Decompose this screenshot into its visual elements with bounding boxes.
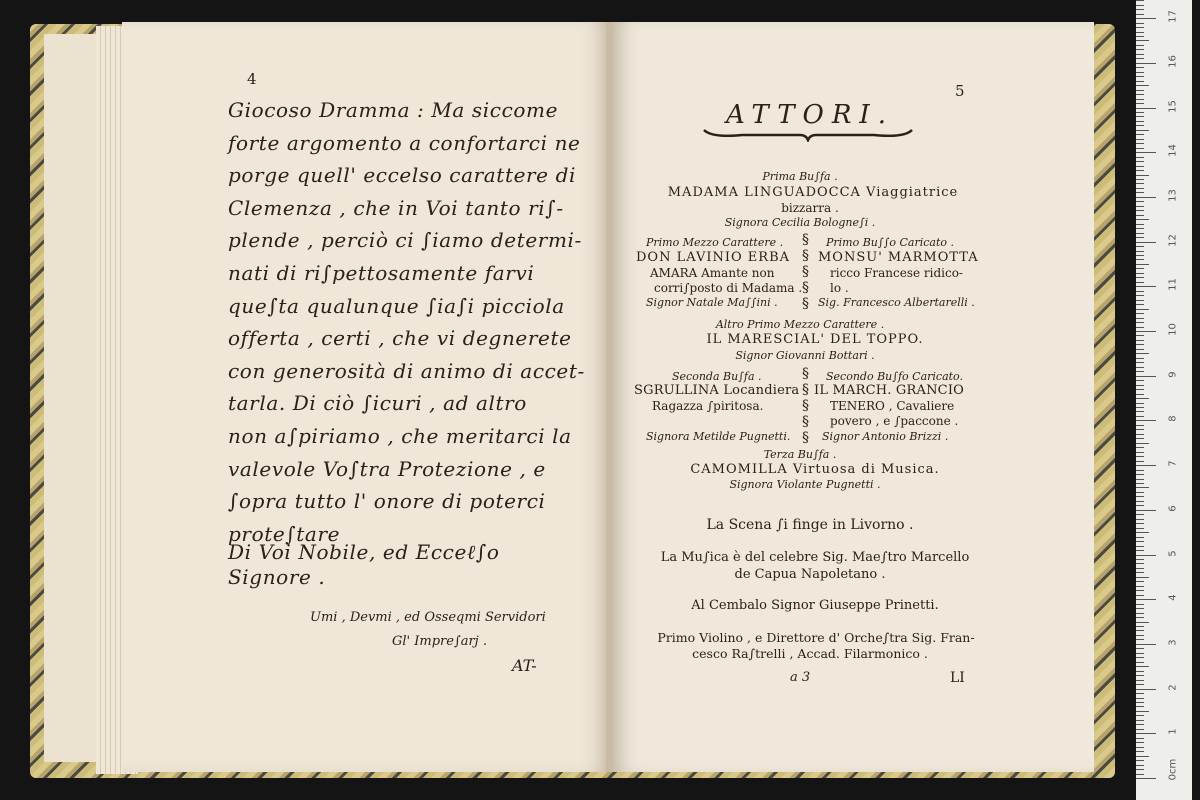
ruler-tick [1136, 483, 1144, 484]
role-primo-mezzo: Primo Mezzo Carattere . [646, 236, 784, 249]
ruler-tick [1136, 599, 1156, 600]
ruler-tick [1136, 595, 1144, 596]
actor-metilde: Signora Metilde Pugnetti. [646, 430, 791, 443]
ruler-tick [1136, 613, 1144, 614]
ruler-tick [1136, 653, 1144, 654]
ruler-tick [1136, 608, 1144, 609]
ruler-tick [1136, 774, 1144, 775]
ruler-tick [1136, 434, 1144, 435]
ruler-tick [1136, 103, 1144, 104]
ruler-tick [1136, 9, 1144, 10]
ruler-tick [1136, 389, 1144, 390]
ruler-tick [1136, 438, 1144, 439]
ruler-label: 6 [1167, 505, 1179, 512]
ruler-tick [1136, 157, 1144, 158]
actor-bottari: Signor Giovanni Bottari . [735, 349, 875, 362]
character-don-lavinio-desc-1: AMARA Amante non [650, 266, 775, 280]
ruler-tick [1136, 465, 1156, 466]
ruler-tick [1136, 505, 1144, 506]
ruler-tick [1136, 282, 1144, 283]
ruler-tick [1136, 291, 1144, 292]
ruler-tick [1136, 268, 1144, 269]
ruler-tick [1136, 353, 1149, 354]
character-don-lavinio: DON LAVINIO ERBA [636, 250, 791, 265]
section-mark: § [802, 398, 809, 414]
ruler-tick [1136, 295, 1144, 296]
ruler-tick [1136, 228, 1144, 229]
ruler-tick [1136, 563, 1144, 564]
ruler-tick [1136, 644, 1156, 645]
ruler-tick [1136, 72, 1144, 73]
ruler-tick [1136, 309, 1149, 310]
ruler-tick [1136, 358, 1144, 359]
ruler-tick [1136, 36, 1144, 37]
ruler-tick [1136, 751, 1144, 752]
role-secondo-buffo: Secondo Bu∫fo Caricato. [826, 370, 963, 383]
dedication-line: plende , perciò ci ∫iamo determi- [228, 228, 582, 253]
ruler-tick [1136, 675, 1144, 676]
section-mark: § [802, 296, 809, 312]
ruler-tick [1136, 134, 1144, 135]
character-monsu-desc-2: lo . [830, 281, 849, 295]
ruler-tick [1136, 630, 1144, 631]
ruler-label: 12 [1167, 233, 1179, 247]
ruler-tick [1136, 197, 1156, 198]
ruler-tick [1136, 765, 1144, 766]
ruler-tick [1136, 192, 1144, 193]
dedication-line: prote∫tare [228, 521, 341, 546]
ruler-tick [1136, 188, 1144, 189]
ruler-tick [1136, 54, 1144, 55]
ruler-tick [1136, 179, 1144, 180]
ruler-tick [1136, 671, 1144, 672]
ruler-tick [1136, 90, 1144, 91]
ruler-label: 5 [1167, 549, 1179, 557]
ruler-tick [1136, 541, 1144, 542]
actor-violante: Signora Violante Pugnetti . [729, 478, 881, 491]
ruler-tick [1136, 648, 1144, 649]
dedication-line: con generosità di animo di accet- [228, 358, 585, 383]
ruler-tick [1136, 116, 1144, 117]
ruler-label: 3 [1167, 639, 1179, 646]
ruler-tick [1136, 635, 1144, 636]
ruler-tick [1136, 724, 1144, 725]
ruler-label: 14 [1167, 144, 1179, 158]
ruler-tick [1136, 49, 1144, 50]
character-sgrullina: SGRULLINA Locandiera [634, 383, 800, 398]
character-monsu-desc-1: ricco Francese ridico- [830, 266, 963, 280]
dedication-line: tarla. Di ciò ∫icuri , ad altro [228, 391, 527, 416]
ruler-tick [1136, 689, 1156, 690]
section-mark: § [802, 248, 809, 264]
ruler-tick [1136, 206, 1144, 207]
ruler-tick [1136, 201, 1144, 202]
ruler-tick [1136, 470, 1144, 471]
section-divider [802, 232, 809, 312]
ruler-tick [1136, 322, 1144, 323]
ruler-tick [1136, 617, 1144, 618]
ruler-tick [1136, 715, 1144, 716]
ruler-tick [1136, 479, 1144, 480]
ruler-tick [1136, 577, 1149, 578]
ruler-tick [1136, 32, 1144, 33]
dedication-line: ∫opra tutto l' onore di poterci [228, 489, 546, 514]
ruler-tick [1136, 706, 1144, 707]
ruler-tick [1136, 148, 1144, 149]
ruler-tick [1136, 666, 1149, 667]
dedication-line: valevole Vo∫tra Protezione , e [228, 456, 546, 481]
section-mark: § [802, 366, 809, 382]
ruler-tick [1136, 733, 1156, 734]
character-madama: MADAMA LINGUADOCCA Viaggiatrice [667, 185, 959, 200]
ruler-tick [1136, 452, 1144, 453]
ruler-tick [1136, 259, 1144, 260]
ruler-tick [1136, 662, 1144, 663]
ruler-tick [1136, 447, 1144, 448]
actor-albertarelli: Sig. Francesco Albertarelli . [818, 296, 975, 309]
measurement-ruler [1136, 0, 1192, 800]
right-page-number: 5 [955, 82, 965, 100]
ruler-tick [1136, 501, 1144, 502]
actor-natale: Signor Natale Ma∫∫ini . [646, 296, 778, 309]
ruler-tick [1136, 362, 1144, 363]
ruler-tick [1136, 233, 1144, 234]
ruler-tick [1136, 456, 1144, 457]
music-credit-2: de Capua Napoletano . [734, 567, 886, 582]
title-ornament [702, 126, 914, 142]
ruler-tick [1136, 385, 1144, 386]
left-catchword: AT- [512, 656, 537, 675]
ruler-unit-label: 0cm [1167, 758, 1179, 781]
character-marescial: IL MARESCIAL' DEL TOPPO. [706, 332, 924, 347]
dedication-line: forte argomento a confortarci ne [228, 130, 581, 155]
ruler-tick [1136, 40, 1149, 41]
ruler-tick [1136, 474, 1144, 475]
character-madama-desc: bizzarra . [781, 201, 839, 215]
ruler-label: 17 [1167, 10, 1179, 23]
ruler-tick [1136, 702, 1144, 703]
section-mark: § [802, 280, 809, 296]
dedication-line: Giocoso Dramma : Ma siccome [228, 98, 559, 122]
ruler-tick [1136, 742, 1144, 743]
ruler-tick [1136, 81, 1144, 82]
ruler-tick [1136, 626, 1144, 627]
ruler-tick [1136, 224, 1144, 225]
ruler-tick [1136, 416, 1144, 417]
ruler-tick [1136, 45, 1144, 46]
ruler-tick [1136, 219, 1149, 220]
ruler-tick [1136, 376, 1156, 377]
ruler-tick [1136, 581, 1144, 582]
dedication-line: non a∫piriamo , che meritarci la [228, 423, 572, 448]
ruler-tick [1136, 411, 1144, 412]
ruler-tick [1136, 304, 1144, 305]
ruler-tick [1136, 403, 1144, 404]
ruler-tick [1136, 429, 1144, 430]
ruler-tick [1136, 398, 1149, 399]
dedication-line: porge quell' eccelso carattere di [228, 163, 576, 188]
ruler-tick [1136, 711, 1149, 712]
ruler-tick [1136, 537, 1144, 538]
ruler-tick [1136, 496, 1144, 497]
ruler-tick [1136, 5, 1144, 6]
section-mark: § [802, 264, 809, 280]
ruler-tick [1136, 559, 1144, 560]
ruler-label: 13 [1167, 189, 1179, 202]
ruler-tick [1136, 555, 1156, 556]
ruler-tick [1136, 568, 1144, 569]
ruler-tick [1136, 367, 1144, 368]
ruler-tick [1136, 18, 1156, 19]
signature-line-1: Umi , Devmi , ed Ossеqmi Servidori [310, 610, 546, 625]
ruler-tick [1136, 519, 1144, 520]
ruler-label: 4 [1167, 594, 1179, 601]
scene-setting: La Scena ∫i finge in Livorno . [706, 517, 914, 533]
ruler-tick [1136, 532, 1149, 533]
ruler-tick [1136, 487, 1149, 488]
ruler-tick [1136, 604, 1144, 605]
ruler-tick [1136, 130, 1149, 131]
ruler-tick [1136, 657, 1144, 658]
role-primo-buffo: Primo Bu∫∫o Caricato . [826, 236, 954, 249]
actor-cecilia: Signora Cecilia Bologne∫i . [724, 216, 876, 229]
ruler-tick [1136, 420, 1156, 421]
character-march-grancio: IL MARCH. GRANCIO [814, 383, 965, 398]
right-catchword: LI [950, 670, 965, 686]
ruler-tick [1136, 371, 1144, 372]
ruler-tick [1136, 394, 1144, 395]
ruler-tick [1136, 550, 1144, 551]
ruler-tick [1136, 313, 1144, 314]
ruler-tick [1136, 175, 1149, 176]
ruler-tick [1136, 300, 1144, 301]
section-mark: § [802, 232, 809, 248]
ruler-label: 16 [1167, 54, 1179, 68]
ruler-tick [1136, 340, 1144, 341]
character-sgrullina-desc: Ragazza ∫piritosa. [652, 399, 764, 413]
ruler-tick [1136, 161, 1144, 162]
ruler-tick [1136, 94, 1144, 95]
role-seconda-buffa: Seconda Bu∫fa . [672, 370, 762, 383]
ruler-tick [1136, 14, 1144, 15]
section-divider-2 [802, 366, 809, 446]
ruler-tick [1136, 335, 1144, 336]
ruler-tick [1136, 58, 1144, 59]
ruler-label: 11 [1167, 278, 1179, 292]
ruler-tick [1136, 698, 1144, 699]
left-page-number: 4 [247, 70, 257, 88]
ruler-tick [1136, 572, 1144, 573]
ruler-tick [1136, 461, 1144, 462]
ruler-tick [1136, 67, 1144, 68]
ruler-tick [1136, 237, 1144, 238]
ruler-tick [1136, 639, 1144, 640]
ruler-tick [1136, 215, 1144, 216]
ruler-tick [1136, 183, 1144, 184]
ruler-tick [1136, 251, 1144, 252]
ruler-tick [1136, 523, 1144, 524]
ruler-tick [1136, 622, 1149, 623]
role-altro-primo: Altro Primo Mezzo Carattere . [715, 318, 885, 331]
ruler-label: 1 [1167, 728, 1179, 735]
ruler-tick [1136, 277, 1144, 278]
ruler-tick [1136, 729, 1144, 730]
ruler-tick [1136, 139, 1144, 140]
ruler-tick [1136, 738, 1144, 739]
dedication-closing: Di Voi Nobile, ed Ecceℓ∫o Signore . [228, 540, 500, 589]
ruler-label: 7 [1167, 460, 1179, 467]
ruler-tick [1136, 443, 1149, 444]
ruler-tick [1136, 492, 1144, 493]
ruler-label: 9 [1167, 371, 1179, 378]
section-mark: § [802, 430, 809, 446]
ruler-tick [1136, 684, 1144, 685]
ruler-tick [1136, 112, 1144, 113]
actor-brizzi: Signor Antonio Brizzi . [822, 430, 949, 443]
cembalo-credit: Al Cembalo Signor Giuseppe Prinetti. [691, 598, 939, 613]
dedication-line: Clemenza , che in Voi tanto ri∫- [228, 195, 564, 220]
signature-line-2: Gl' Impre∫arj . [392, 634, 487, 649]
signature-mark: a 3 [790, 670, 811, 685]
ruler-tick [1136, 331, 1156, 332]
ruler-tick [1136, 108, 1156, 109]
ruler-tick [1136, 255, 1144, 256]
section-mark: § [802, 414, 809, 430]
dedication-line: offerta , certi , che vi degnerete [228, 326, 572, 351]
role-terza-buffa: Terza Bu∫fa . [763, 448, 837, 461]
music-credit-1: La Mu∫ica è del celebre Sig. Mae∫tro Marcello [660, 550, 970, 565]
ruler-tick [1136, 590, 1144, 591]
character-don-lavinio-desc-2: corri∫posto di Madama . [654, 281, 803, 295]
ruler-tick [1136, 125, 1144, 126]
character-camomilla: CAMOMILLA Virtuosa di Musica. [690, 462, 940, 477]
ruler-tick [1136, 380, 1144, 381]
role-prima-buffa: Prima Bu∫fa . [762, 170, 838, 183]
ruler-tick [1136, 760, 1144, 761]
ruler-tick [1136, 264, 1149, 265]
ruler-tick [1136, 327, 1144, 328]
ruler-tick [1136, 85, 1149, 86]
ruler-tick [1136, 510, 1156, 511]
ruler-tick [1136, 152, 1156, 153]
ruler-tick [1136, 246, 1144, 247]
ruler-tick [1136, 747, 1144, 748]
ruler-tick [1136, 99, 1144, 100]
ruler-tick [1136, 586, 1144, 587]
violin-credit-1: Primo Violino , e Direttore d' Orche∫tra Sig. Fran- [657, 630, 975, 645]
ruler-tick [1136, 76, 1144, 77]
ruler-tick [1136, 63, 1156, 64]
ruler-tick [1136, 425, 1144, 426]
cast-title: ATTORI. [726, 100, 894, 130]
ruler-label: 10 [1167, 323, 1179, 336]
ruler-tick [1136, 528, 1144, 529]
character-grancio-desc-1: TENERO , Cavaliere [830, 399, 955, 413]
ruler-label: 8 [1167, 415, 1179, 423]
dedication-line: que∫ta qualunque ∫ia∫i picciola [228, 293, 565, 318]
ruler-tick [1136, 27, 1144, 28]
ruler-tick [1136, 680, 1144, 681]
character-grancio-desc-2: povero , e ∫paccone . [830, 414, 959, 428]
ruler-tick [1136, 242, 1156, 243]
ruler-tick [1136, 756, 1149, 757]
ruler-tick [1136, 121, 1144, 122]
ruler-tick [1136, 720, 1144, 721]
dedication-line: nati di ri∫pettosamente farvi [228, 260, 535, 285]
ruler-tick [1136, 407, 1144, 408]
ruler-tick [1136, 273, 1144, 274]
ruler-tick [1136, 318, 1144, 319]
ruler-tick [1136, 210, 1144, 211]
ruler-tick [1136, 693, 1144, 694]
dedication-text [228, 98, 588, 554]
ruler-tick [1136, 23, 1144, 24]
character-monsu-marmotta: MONSU' MARMOTTA [818, 250, 979, 265]
ruler-tick [1136, 778, 1156, 779]
violin-credit-2: cesco Ra∫trelli , Accad. Filarmonico . [692, 646, 928, 661]
section-mark: § [802, 382, 809, 398]
ruler-tick [1136, 170, 1144, 171]
ruler-tick [1136, 514, 1144, 515]
ruler-tick [1136, 166, 1144, 167]
ruler-tick [1136, 286, 1156, 287]
ruler-label: 15 [1167, 99, 1179, 113]
ruler-tick [1136, 0, 1144, 1]
ruler-tick [1136, 349, 1144, 350]
ruler-label: 2 [1167, 683, 1179, 691]
ruler-tick [1136, 143, 1144, 144]
ruler-tick [1136, 546, 1144, 547]
ruler-tick [1136, 344, 1144, 345]
ruler-tick [1136, 769, 1144, 770]
